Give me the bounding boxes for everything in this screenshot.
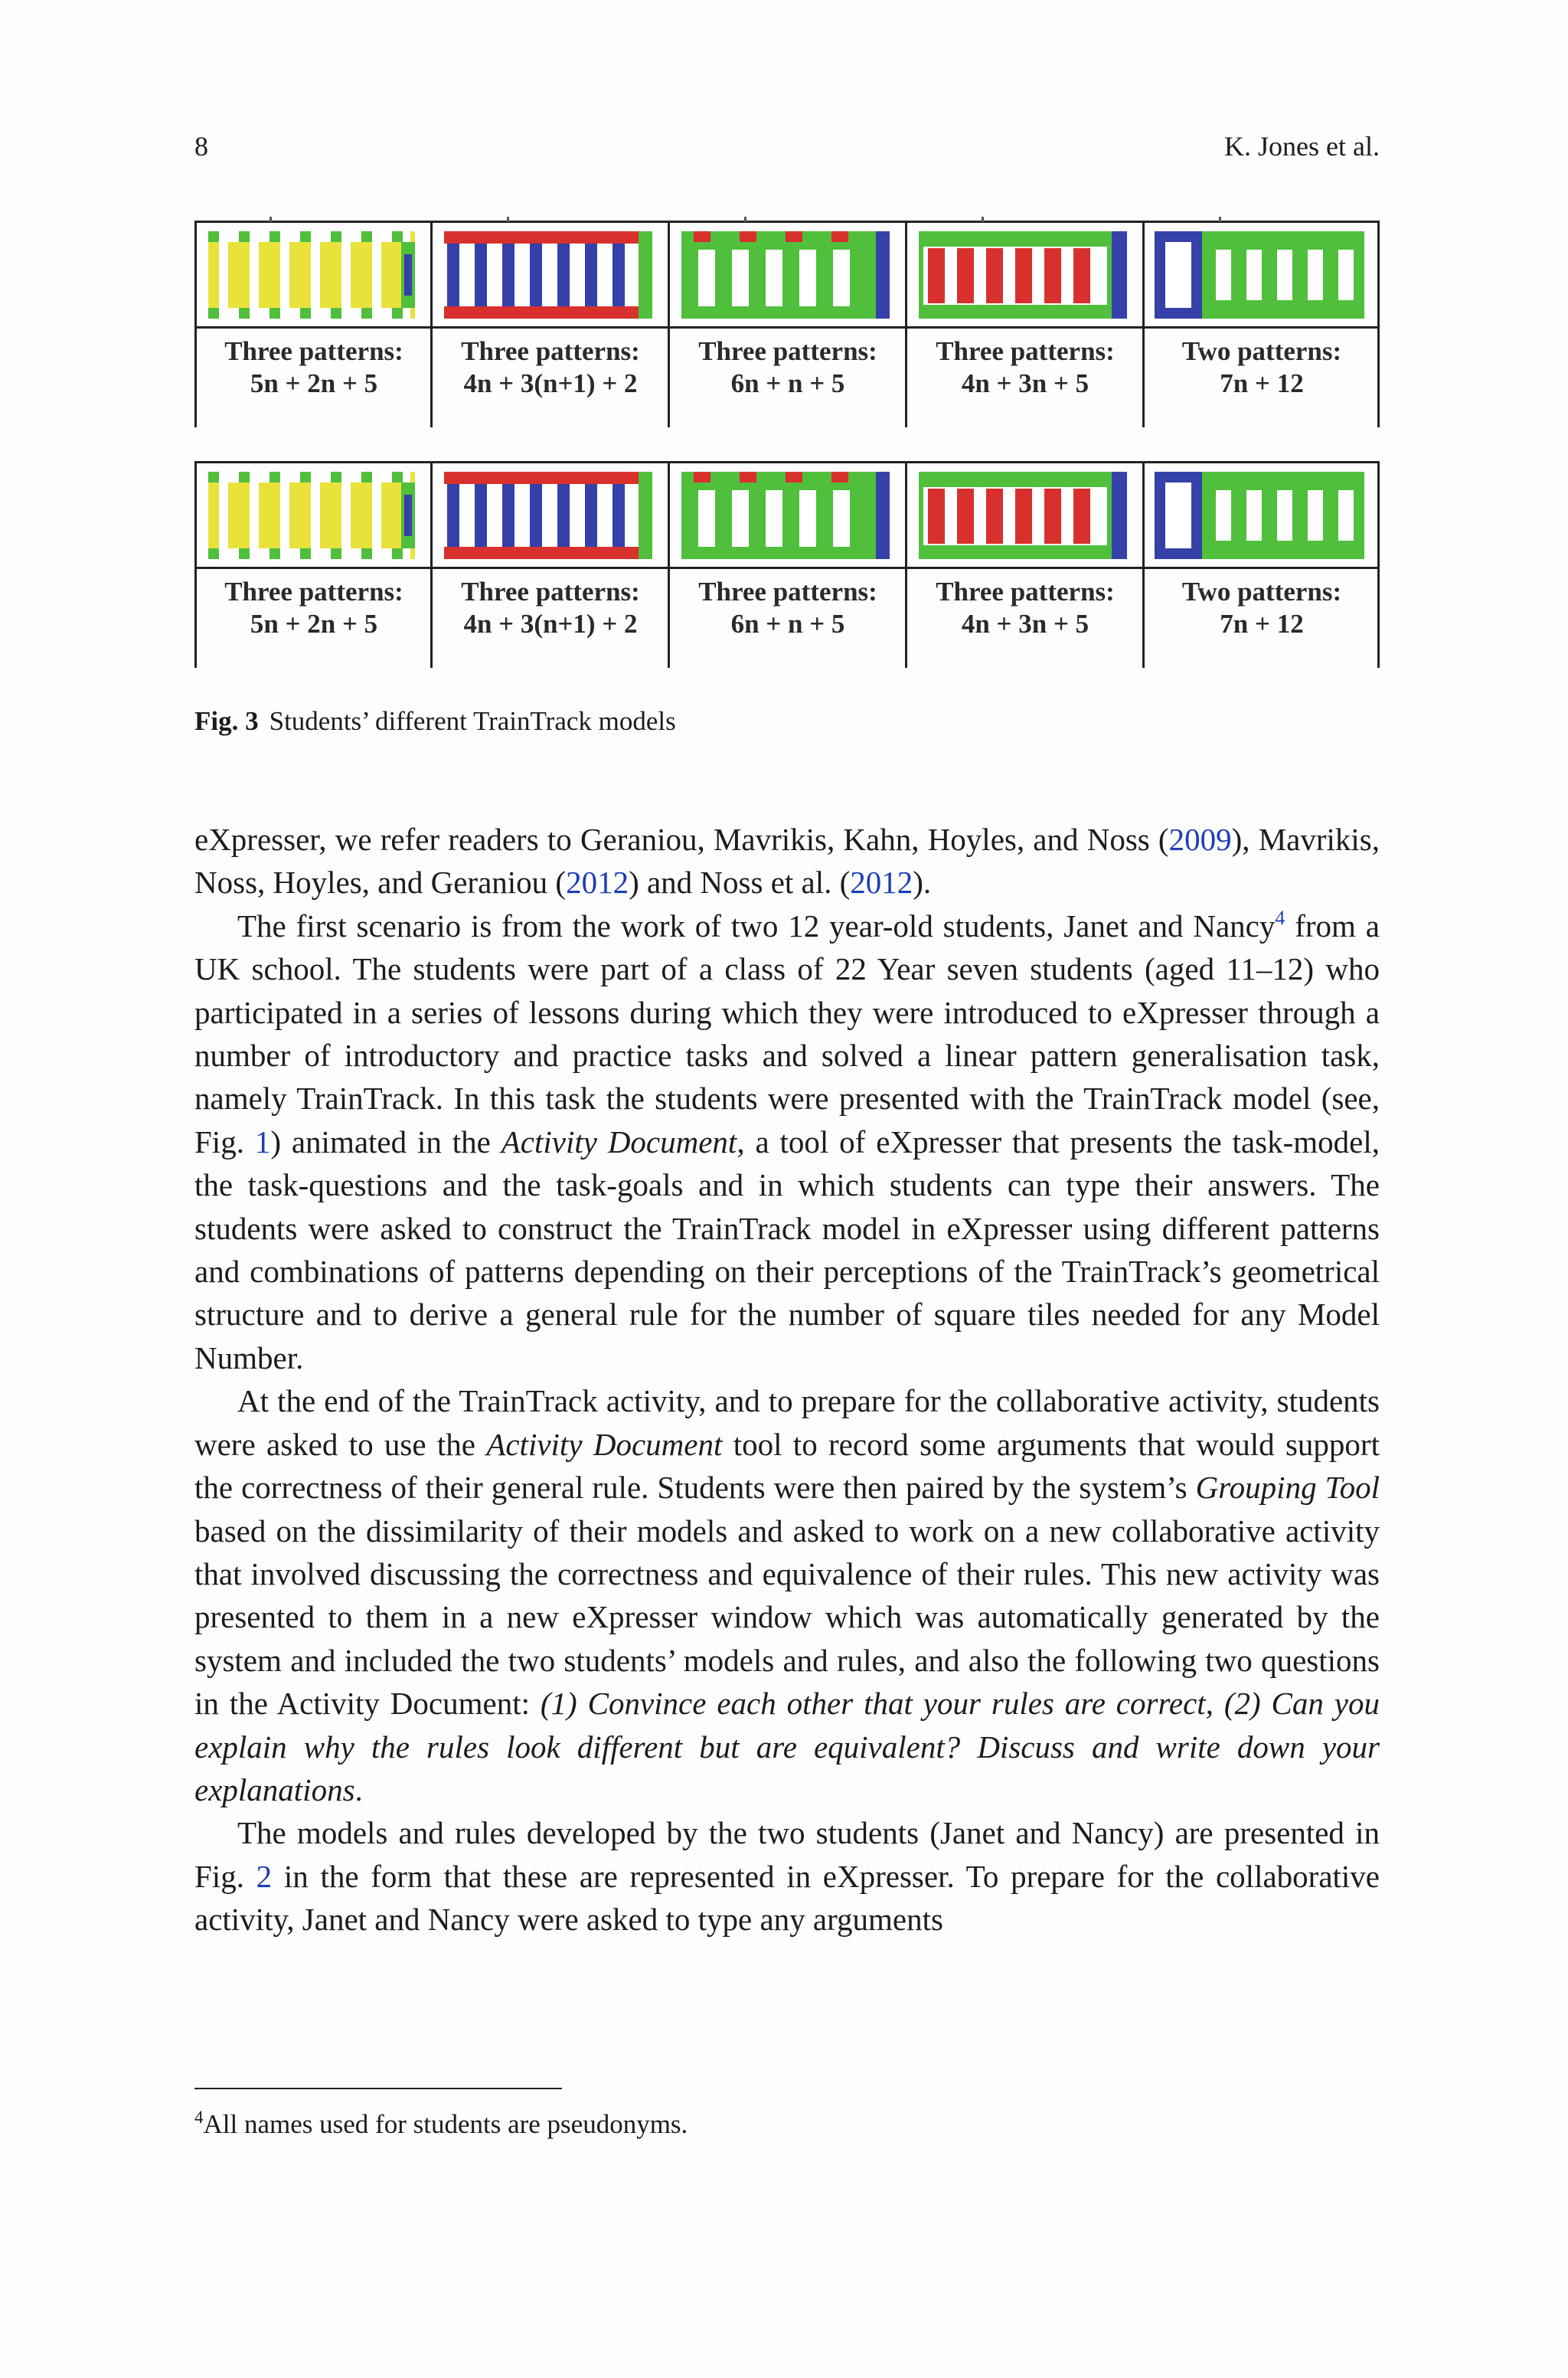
text-run: , a tool of eXpresser that presents the task-model, the task-questions and the task-goals and in which students can type their answers. The students were asked to construct the TrainTrack model in eXpresser using different patterns and combinations of patterns depending on their perceptions of the TrainTrack’s geometrical structure and to derive a general rule for the number of square tiles needed for any Model Number. xyxy=(194,1124,1380,1375)
footnote xyxy=(194,2109,688,2140)
model-green-red-bars xyxy=(919,231,1127,319)
text-run: At the end of the TrainTrack activity, and to prepare for the collaborative activity, students were asked to use the xyxy=(194,1383,1380,1462)
model-blue-green xyxy=(1155,472,1364,559)
panel-caption-line1: Three patterns: xyxy=(936,336,1115,366)
panel-caption-2 xyxy=(433,335,668,400)
page-number: 8 xyxy=(194,131,208,162)
paragraph-2 xyxy=(194,904,1380,1379)
panel-caption-line1: Three patterns: xyxy=(224,577,403,607)
text-run: ), Mavrikis, Noss, Hoyles, and Geraniou ( xyxy=(194,822,1380,901)
panel-rule: 4n + 3n + 5 xyxy=(961,609,1089,639)
body-text xyxy=(194,818,1380,1941)
footnote-text: All names used for students are pseudonyms. xyxy=(203,2109,688,2139)
panel-caption-line1: Two patterns: xyxy=(1181,577,1342,607)
text-run: ). xyxy=(913,865,932,901)
panel-caption-2 xyxy=(433,576,668,640)
footnote-rule xyxy=(194,2088,562,2089)
model-green-red-top xyxy=(681,231,890,319)
text-run: in the form that these are represented in eXpresser. To prepare for the collaborative activity, Janet and Nancy were asked to type any arguments xyxy=(194,1858,1380,1938)
text-run: tool to record some arguments that would support the correctness of their general rule. Students were then paired by the system’s xyxy=(194,1426,1380,1506)
model-yellow-green xyxy=(208,472,415,559)
model-red-blue xyxy=(444,472,652,559)
figure-row-1 xyxy=(194,221,1380,427)
figure-traintrack-models xyxy=(194,221,1380,668)
text-run: from a UK school. The students were part of a class of 22 Year seven students (aged 11–12) who participated in a series of lessons during which they were introduced to eXpresser through a number of introductory and practice tasks and solved a linear pattern generalisation task, namely TrainTrack. In this task the students were presented with the TrainTrack model (see, Fig. xyxy=(194,908,1380,1160)
panel-caption-1 xyxy=(197,576,431,640)
panel-caption-line1: Three patterns: xyxy=(224,336,403,366)
panel-caption-3 xyxy=(671,335,905,400)
italic-term: Activity Document xyxy=(486,1426,723,1462)
panel-caption-4 xyxy=(908,335,1142,400)
figure-label: Fig. 3 xyxy=(194,706,259,736)
citation-link[interactable]: 2009 xyxy=(1168,822,1232,857)
text-run: eXpresser, we refer readers to Geraniou, Mavrikis, Kahn, Hoyles, and Noss ( xyxy=(194,822,1169,857)
panel-rule: 7n + 12 xyxy=(1220,368,1304,398)
panel-caption-line1: Three patterns: xyxy=(698,577,877,607)
text-run: The models and rules developed by the two students (Janet and Nancy) are presented in Fig. xyxy=(194,1815,1380,1894)
figure-caption-text: Students’ different TrainTrack models xyxy=(269,706,676,736)
model-blue-green xyxy=(1155,231,1364,319)
figure-row-2 xyxy=(194,461,1380,668)
panel-rule: 4n + 3n + 5 xyxy=(961,368,1089,398)
italic-term: Activity Document xyxy=(501,1124,737,1160)
panel-rule: 7n + 12 xyxy=(1220,609,1304,639)
panel-caption-3 xyxy=(671,576,905,640)
footnote-marker-link[interactable]: 4 xyxy=(1275,906,1285,929)
model-green-red-top xyxy=(681,472,890,559)
panel-rule: 4n + 3(n+1) + 2 xyxy=(463,609,638,639)
text-run: based on the dissimilarity of their models and asked to work on a new collaborative activity that involved discussing the correctness and equivalence of their rules. This new activity was presented to them in a new eXpresser window which was automatically generated by the system and included the two students’ models and rules, and also the following two questions in the Activity Document: xyxy=(194,1513,1380,1722)
figure-ref-link[interactable]: 1 xyxy=(254,1124,271,1160)
panel-rule: 5n + 2n + 5 xyxy=(250,609,378,639)
panel-rule: 6n + n + 5 xyxy=(730,368,845,398)
citation-link[interactable]: 2012 xyxy=(850,865,913,901)
text-run: ) and Noss et al. ( xyxy=(629,865,851,901)
text-run: . xyxy=(354,1771,363,1807)
figure-ref-link[interactable]: 2 xyxy=(256,1858,273,1894)
italic-term: Grouping Tool xyxy=(1195,1470,1380,1506)
panel-caption-5 xyxy=(1145,335,1379,400)
panel-rule: 6n + n + 5 xyxy=(730,609,845,639)
panel-caption-line1: Three patterns: xyxy=(461,577,640,607)
text-run: ) animated in the xyxy=(270,1124,501,1160)
panel-rule: 4n + 3(n+1) + 2 xyxy=(463,368,638,398)
paragraph-3 xyxy=(194,1379,1380,1811)
paragraph-1 xyxy=(194,818,1380,904)
panel-caption-line1: Two patterns: xyxy=(1181,336,1342,366)
panel-rule: 5n + 2n + 5 xyxy=(250,368,378,398)
footnote-number: 4 xyxy=(194,2108,204,2127)
model-green-red-bars xyxy=(919,472,1127,559)
panel-caption-1 xyxy=(197,335,431,400)
panel-caption-line1: Three patterns: xyxy=(936,577,1115,607)
panel-caption-line1: Three patterns: xyxy=(461,336,640,366)
citation-link[interactable]: 2012 xyxy=(566,865,629,901)
italic-question: (1) Convince each other that your rules are correct, (2) Can you explain why the rules look different but are equivalent? Discuss and write down your explanations xyxy=(194,1686,1380,1807)
panel-caption-5 xyxy=(1145,576,1379,640)
panel-caption-4 xyxy=(908,576,1142,640)
figure-caption xyxy=(194,706,676,737)
panel-caption-line1: Three patterns: xyxy=(698,336,877,366)
paragraph-4 xyxy=(194,1811,1380,1941)
model-red-blue xyxy=(444,231,652,319)
model-yellow-green xyxy=(208,231,415,319)
text-run: The first scenario is from the work of two 12 year-old students, Janet and Nancy xyxy=(237,908,1276,944)
running-head: K. Jones et al. xyxy=(1224,131,1380,162)
